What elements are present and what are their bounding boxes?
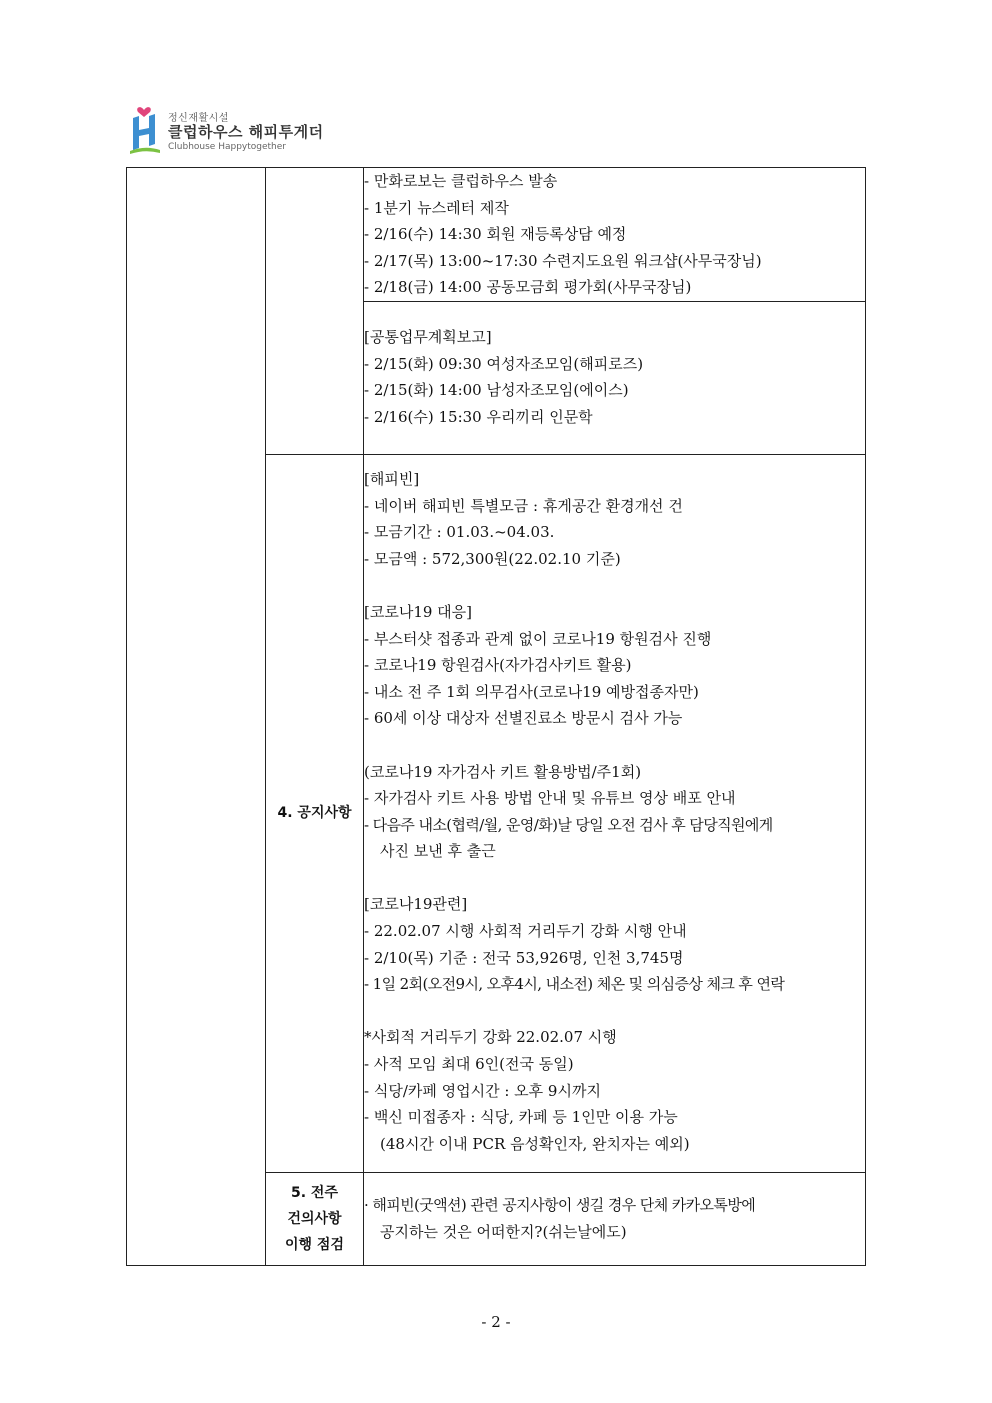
org-logo — [128, 104, 388, 156]
table-row — [127, 168, 866, 302]
list-item: - 만화로보는 클럽하우스 발송 — [364, 172, 558, 190]
meeting-report-table — [126, 167, 866, 1266]
notice-cell — [364, 454, 866, 1172]
common-plan-cell — [364, 301, 866, 454]
list-item: - 모금기간 : 01.03.~04.03. — [364, 523, 555, 542]
list-item: - 사적 모임 최대 6인(전국 동일) — [364, 1055, 574, 1074]
org-name: 클럽하우스 해피투게더 — [168, 123, 324, 141]
list-item: · 해피빈(굿액션) 관련 공지사항이 생길 경우 단체 카카오톡방에 — [364, 1196, 756, 1215]
list-item: - 2/17(목) 13:00~17:30 수련지도요원 워크샵(사무국장님) — [364, 251, 762, 270]
list-item: - 자가검사 키트 사용 방법 안내 및 유튜브 영상 배포 안내 — [364, 789, 736, 808]
notice-label: 4. 공지사항 — [266, 454, 364, 1172]
list-item: - 부스터샷 접종과 관계 없이 코로나19 항원검사 진행 — [364, 629, 712, 648]
section-heading: *사회적 거리두기 강화 22.02.07 시행 — [364, 1028, 617, 1047]
section-heading: [코로나19 대응] — [364, 602, 473, 621]
list-item: - 2/18(금) 14:00 공동모금회 평가회(사무국장님) — [364, 278, 692, 297]
list-item: - 2/16(수) 15:30 우리끼리 인문학 — [364, 407, 593, 426]
list-item: - 2/15(화) 09:30 여성자조모임(해피로즈) — [364, 354, 644, 373]
list-item: - 2/10(목) 기준 : 전국 53,926명, 인천 3,745명 — [364, 948, 684, 967]
section-heading: (코로나19 자가검사 키트 활용방법/주1회) — [364, 762, 642, 781]
followup-cell — [364, 1172, 866, 1265]
list-item: - 백신 미접종자 : 식당, 카페 등 1인만 이용 가능 — [364, 1108, 678, 1127]
list-item: - 내소 전 주 1회 의무검사(코로나19 예방접종자만) — [364, 682, 699, 701]
org-subtitle: 정신재활시설 — [168, 113, 229, 124]
followup-label-line: 5. 전주 — [291, 1184, 338, 1201]
followup-label-line: 건의사항 — [287, 1210, 342, 1227]
list-item: - 60세 이상 대상자 선별진료소 방문시 검사 가능 — [364, 709, 683, 728]
list-item: - 2/16(수) 14:30 회원 재등록상담 예정 — [364, 225, 627, 244]
list-item: - 2/15(화) 14:00 남성자조모임(에이스) — [364, 381, 629, 400]
list-item: - 다음주 내소(협력/월, 운영/화)날 당일 오전 검사 후 담당직원에게 — [364, 815, 773, 834]
list-item-continuation: (48시간 이내 PCR 음성확인자, 완치자는 예외) — [380, 1134, 690, 1153]
clubhouse-logo-icon — [128, 104, 162, 154]
list-item: - 코로나19 항원검사(자가검사키트 활용) — [364, 656, 632, 675]
section-heading: [코로나19관련] — [364, 895, 468, 914]
list-item: - 식당/카페 영업시간 : 오후 9시까지 — [364, 1081, 601, 1100]
page-number: - 2 - — [481, 1313, 511, 1331]
followup-label — [266, 1172, 364, 1265]
continued-items-cell — [364, 168, 866, 302]
list-item: - 22.02.07 시행 사회적 거리두기 강화 시행 안내 — [364, 922, 687, 941]
section-heading: [공통업무계획보고] — [364, 327, 492, 346]
section-label-cell — [266, 168, 364, 455]
list-item: - 네이버 해피빈 특별모금 : 휴게공간 환경개선 건 — [364, 496, 683, 515]
category-cell — [127, 168, 266, 1266]
list-item-continuation: 공지하는 것은 어떠한지?(쉬는날에도) — [380, 1222, 627, 1241]
list-item: - 모금액 : 572,300원(22.02.10 기준) — [364, 549, 621, 568]
list-item-continuation: 사진 보낸 후 출근 — [380, 842, 496, 861]
list-item: - 1분기 뉴스레터 제작 — [364, 198, 509, 217]
list-item: - 1일 2회(오전9시, 오후4시, 내소전) 체온 및 의심증상 체크 후 연락 — [364, 975, 785, 994]
section-heading: [해피빈] — [364, 469, 420, 488]
followup-label-line: 이행 점검 — [285, 1236, 344, 1253]
org-name-english: Clubhouse Happytogether — [168, 142, 286, 152]
